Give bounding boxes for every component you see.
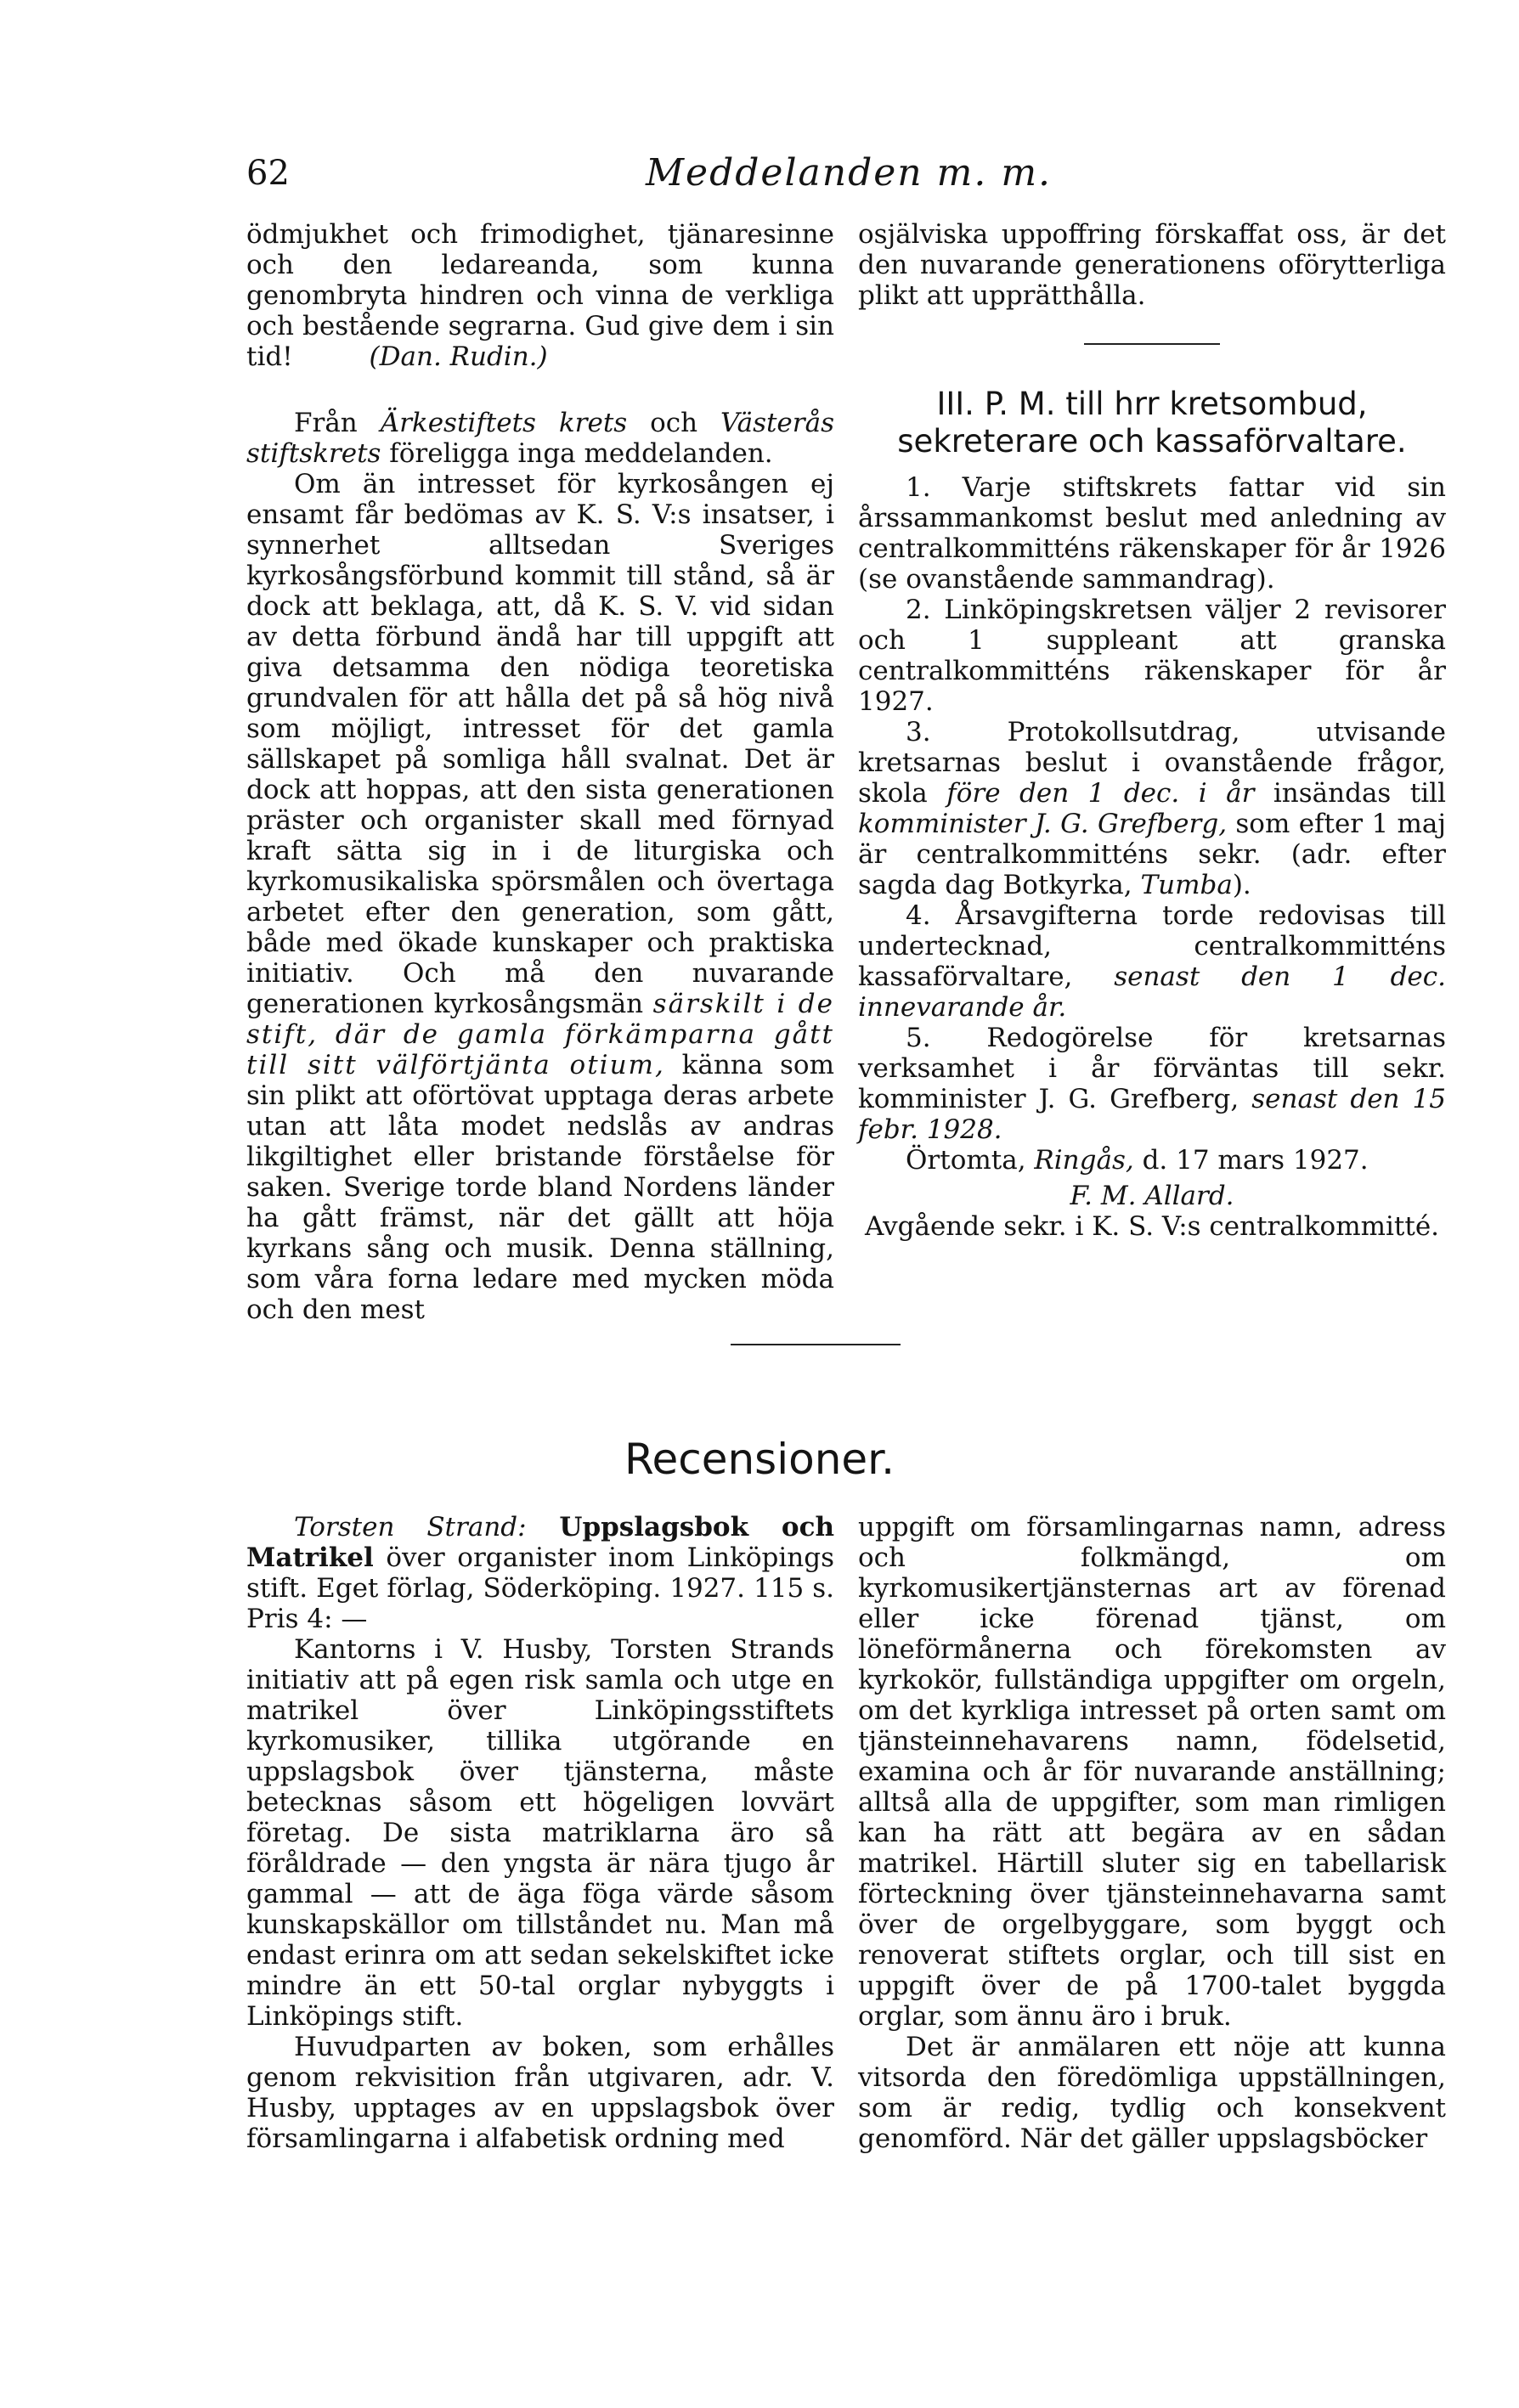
review-citation: Torsten Strand: Uppslagsbok och Matrikel över organister inom Linköpings stift. Eget förlag, Söderköping. 1927. 115 s. Pris 4: — (246, 1512, 834, 1634)
section-number: III. (936, 386, 974, 422)
pm-item-4: 4. Årsavgifterna torde redovisas till undertecknad, centralkommitténs kassaförvaltare, senast den 1 dec. innevarande år. (858, 900, 1446, 1023)
closing-paragraph-text: ödmjukhet och frimodighet, tjänaresinne och den ledareanda, som kunna genombryta hindren och vinna de verkliga och bestående segrarna. Gud give dem i sin tid! (246, 219, 834, 372)
running-title: Meddelanden m. m. (646, 151, 1053, 195)
review-paragraph-1: Kantorns i V. Husby, Torsten Strands initiativ att på egen risk samla och utge en matrikel över Linköpingsstiftets kyrkomusiker, tillika utgörande en uppslagsbok över tjänsterna, måste betecknas såsom ett högeligen lovvärt företag. De sista matriklarna äro så föråldrade — den yngsta är nära tjugo år gammal — att de äga föga värde såsom kunskapskällor om tillståndet nu. Man må endast erinra om att sedan sekelskiftet icke mindre än ett 50-tal orglar nybyggts i Linköpings stift. (246, 1634, 834, 2032)
reviews-left-column (246, 1512, 834, 2154)
pm-item-3: 3. Protokollsutdrag, utvisande kretsarnas beslut i ovanstående frågor, skola före den 1 dec. i år insändas till komminister J. G. Grefberg, som efter 1 maj är centralkommitténs sekr. (adr. efter sagda dag Botkyrka, Tumba). (858, 717, 1447, 900)
page-number: 62 (246, 154, 290, 193)
pm-item-2: 2. Linköpingskretsen väljer 2 revisorer och 1 suppleant att granska centralkommitténs räkenskaper för år 1927. (858, 595, 1446, 717)
closing-signature: (Dan. Rudin.) (369, 341, 548, 372)
review-paragraph-3: uppgift om församlingarnas namn, adress och folkmängd, om kyrkomusikertjänsternas art av förenad eller icke förenad tjänst, om löneförmånerna och förekomsten av kyrkokör, fullständiga uppgifter om orgeln, om det kyrkliga intresset på orten samt om tjänsteinnehavarens namn, födelsetid, examina och år för nuvarande anställning; alltså alla de uppgifter, som man rimligen kan ha rätt att begära av en sådan matrikel. Härtill sluter sig en tabellarisk förteckning över tjänsteinnehavarna samt över de orgelbyggare, som byggt och renoverat stiftets orglar, och till sist en uppgift över de på 1700-talet byggda orglar, som ännu äro i bruk. (858, 1512, 1446, 2032)
place-date: Örtomta, Ringås, d. 17 mars 1927. (906, 1145, 1369, 1176)
interest-paragraph: Om än intresset för kyrkosången ej ensamt får bedömas av K. S. V:s insatser, i synnerhet alltsedan Sveriges kyrkosångsförbund kommit till stånd, så är dock att beklaga, att, då K. S. V. vid sidan av detta förbund ändå har till uppgift att giva detsamma den nödiga teoretiska grundvalen för att hålla det på så hög nivå som möjligt, intresset för det gamla sällskapet på somliga håll svalnat. Det är dock att hoppas, att den sista generationen präster och organister skall med förnyad kraft sätta sig in i de liturgiska och kyrkomusikaliska spörsmålen och övertaga arbetet efter den generation, som gått, både med ökade kunskaper och praktiska initiativ. Och må den nuvarande generationen kyrkosångsmän särskilt i de stift, där de gamla förkämparna gått till sitt välförtjänta otium, känna som sin plikt att oförtövat upptaga deras arbete utan att låta modet nedslås av andras likgiltighet eller bristande förståelse för saken. Sverige torde bland Nordens länder ha gått främst, när det gällt att höja kyrkans sång och musik. Denna ställning, som våra forna ledare med mycken möda och den mest (246, 469, 834, 1325)
pm-item-5: 5. Redogörelse för kretsarnas verksamhet i år förväntas till sekr. komminister J. G. Grefberg, senast den 15 febr. 1928. (858, 1023, 1446, 1145)
top-left-column (246, 219, 834, 1325)
closing-paragraph (246, 219, 834, 372)
section-divider (1084, 343, 1220, 345)
section-title: P. M. till hrr kretsombud, sekreterare och kassaförvaltare. (897, 386, 1407, 460)
signature-title: Avgående sekr. i K. S. V:s centralkommitté. (864, 1211, 1440, 1242)
review-paragraph-2: Huvudparten av boken, som erhålles genom rekvisition från utgivaren, adr. V. Husby, upptages av en uppslagsbok över församlingarna i alfabetisk ordning med (246, 2032, 834, 2154)
page-divider (731, 1344, 901, 1345)
review-paragraph-4: Det är anmälaren ett nöje att kunna vitsorda den föredömliga uppställningen, som är redig, tydlig och konsekvent genomförd. När det gäller uppslagsböcker (858, 2032, 1446, 2154)
continuation-paragraph: osjälviska uppoffring förskaffat oss, är det den nuvarande generationens oförytterliga plikt att upprätthålla. (858, 219, 1446, 311)
reviews-heading: Recensioner. (624, 1435, 895, 1484)
top-right-column (858, 219, 1446, 1242)
signature-name: F. M. Allard. (1070, 1181, 1234, 1211)
reviews-right-column (858, 1512, 1446, 2154)
diocese-report-paragraph: Från Ärkestiftets krets och Västerås stiftskrets föreligga inga meddelanden. (246, 408, 834, 469)
section-heading (858, 386, 1446, 460)
pm-item-1: 1. Varje stiftskrets fattar vid sin årssammankomst beslut med anledning av centralkommitténs räkenskaper för år 1926 (se ovanstående sammandrag). (858, 472, 1446, 595)
